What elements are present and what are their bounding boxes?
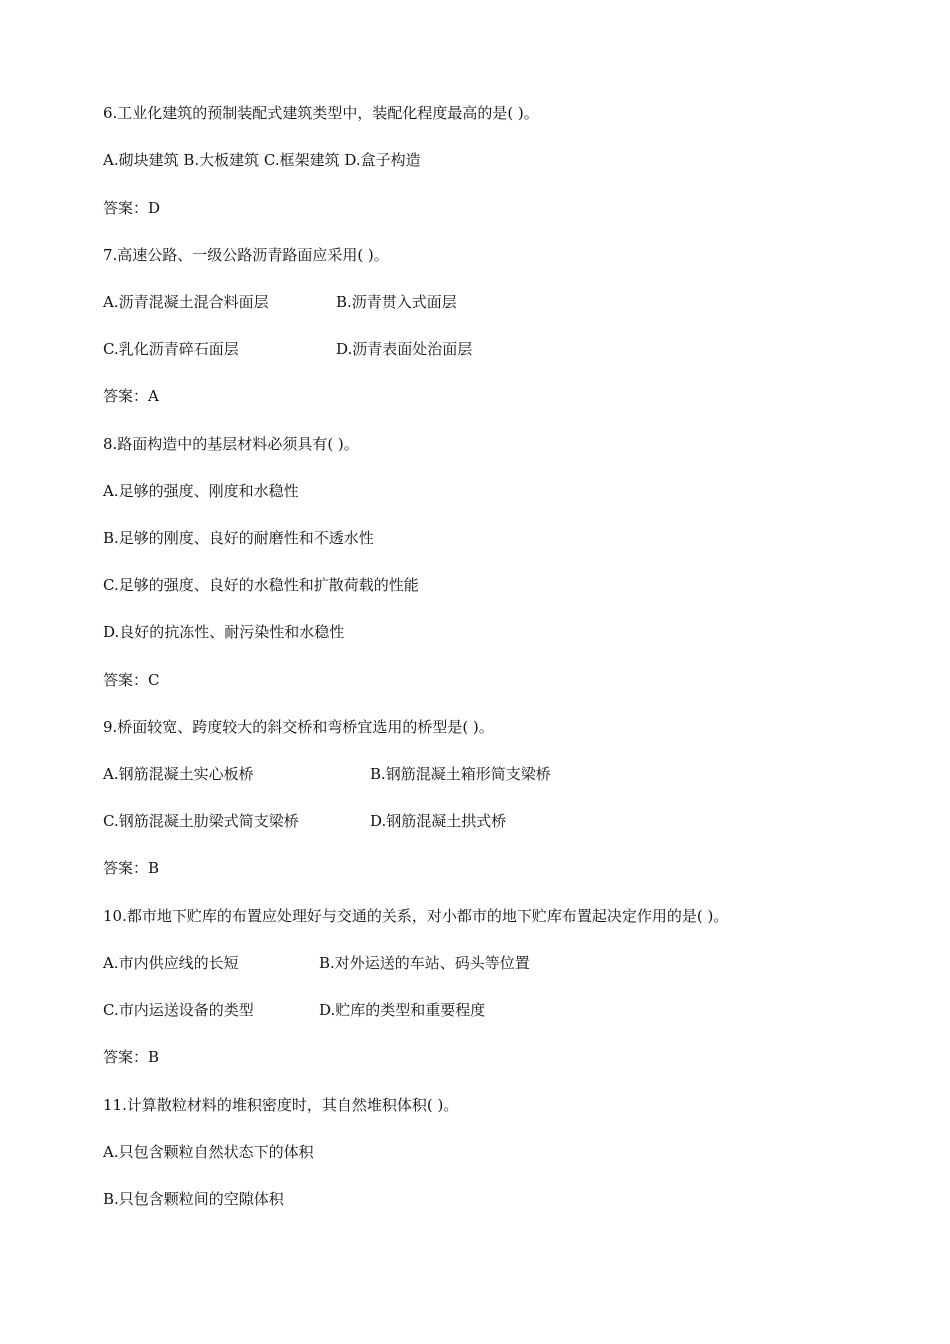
question-10-option-b: B.对外运送的车站、码头等位置 [319, 954, 530, 972]
question-8-answer: 答案：C [103, 671, 160, 689]
question-11-option-a: A.只包含颗粒自然状态下的体积 [103, 1143, 314, 1161]
question-8-option-a: A.足够的强度、刚度和水稳性 [103, 482, 299, 500]
question-9-option-a: A.钢筋混凝土实心板桥 [103, 765, 254, 783]
question-7-option-a: A.沥青混凝土混合料面层 [103, 293, 269, 311]
question-10-option-d: D.贮库的类型和重要程度 [319, 1001, 486, 1019]
question-8-option-d: D.良好的抗冻性、耐污染性和水稳性 [103, 623, 345, 641]
question-10-answer: 答案：B [103, 1048, 160, 1066]
question-7-option-c: C.乳化沥青碎石面层 [103, 340, 239, 358]
question-7-answer: 答案：A [103, 387, 159, 405]
question-11-option-b: B.只包含颗粒间的空隙体积 [103, 1190, 284, 1208]
question-7-stem: 7.高速公路、一级公路沥青路面应采用( )。 [103, 246, 389, 264]
question-10-option-a: A.市内供应线的长短 [103, 954, 239, 972]
question-10-stem: 10.都市地下贮库的布置应处理好与交通的关系，对小都市的地下贮库布置起决定作用的是( )。 [103, 907, 729, 925]
question-7-option-b: B.沥青贯入式面层 [336, 293, 457, 311]
question-11-stem: 11.计算散粒材料的堆积密度时，其自然堆积体积( )。 [103, 1096, 459, 1114]
question-9-option-c: C.钢筋混凝土肋梁式简支梁桥 [103, 812, 299, 830]
question-9-answer: 答案：B [103, 859, 160, 877]
question-6-stem: 6.工业化建筑的预制装配式建筑类型中，装配化程度最高的是( )。 [103, 104, 539, 122]
question-8-option-c: C.足够的强度、良好的水稳性和扩散荷载的性能 [103, 576, 419, 594]
question-6-answer: 答案：D [103, 199, 161, 217]
question-9-option-b: B.钢筋混凝土箱形简支梁桥 [370, 765, 551, 783]
question-8-stem: 8.路面构造中的基层材料必须具有( )。 [103, 435, 359, 453]
question-7-option-d: D.沥青表面处治面层 [336, 340, 473, 358]
question-10-option-c: C.市内运送设备的类型 [103, 1001, 254, 1019]
question-9-option-d: D.钢筋混凝土拱式桥 [370, 812, 507, 830]
question-6-options: A.砌块建筑 B.大板建筑 C.框架建筑 D.盒子构造 [103, 151, 421, 169]
question-8-option-b: B.足够的刚度、良好的耐磨性和不透水性 [103, 529, 374, 547]
question-9-stem: 9.桥面较宽、跨度较大的斜交桥和弯桥宜选用的桥型是( )。 [103, 718, 494, 736]
